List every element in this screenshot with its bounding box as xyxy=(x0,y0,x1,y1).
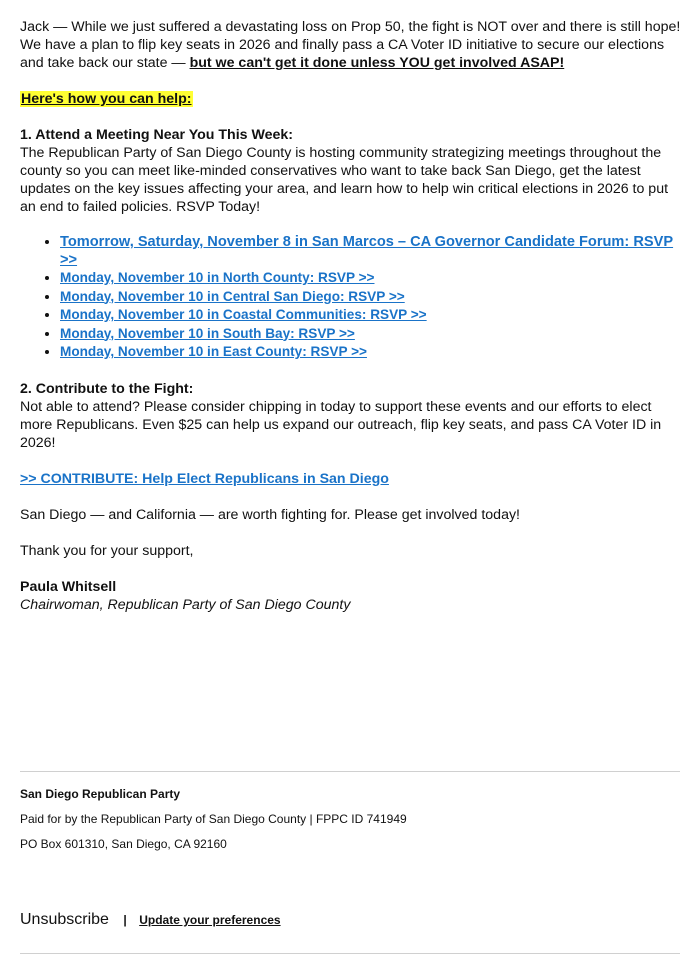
footer-paid-for: Paid for by the Republican Party of San Diego County | FPPC ID 741949 xyxy=(20,812,407,826)
section1-body: The Republican Party of San Diego County is hosting community strategizing meetings throughout the county so you can meet like-minded conservatives who want to take back San Diego, get the latest updates on the key issues affecting your area, and learn how to help win critical elections in 2026 to put an end to failed policies. RSVP Today! xyxy=(20,145,669,215)
contribute-link[interactable]: >> CONTRIBUTE: Help Elect Republicans in San Diego xyxy=(20,470,389,487)
unsubscribe-row xyxy=(20,911,281,929)
intro-emphasis: but we can't get it done unless YOU get involved ASAP! xyxy=(189,55,565,71)
intro-text: Jack — While we just suffered a devastating loss on Prop 50, the fight is NOT over and there is still hope! We have a plan to flip key seats in 2026 and finally pass a CA Voter ID initiative to secure our elections and take back our state — xyxy=(20,19,681,71)
section1-heading: 1. Attend a Meeting Near You This Week: xyxy=(20,127,294,143)
update-preferences-link[interactable]: Update your preferences xyxy=(139,913,281,927)
list-item xyxy=(60,325,682,344)
section2-body: Not able to attend? Please consider chipping in today to support these events and our efforts to elect more Republicans. Even $25 can help us expand our outreach, flip key seats, and pass CA Voter ID in 2026! xyxy=(20,398,662,451)
email-body xyxy=(20,18,682,614)
footer-separator: | xyxy=(123,913,127,927)
list-item xyxy=(60,306,682,325)
footer-org-name: San Diego Republican Party xyxy=(20,787,181,801)
list-item xyxy=(60,234,682,269)
event-link-south-bay[interactable]: Monday, November 10 in South Bay: RSVP >> xyxy=(60,325,355,341)
signature-title: Chairwoman, Republican Party of San Diego County xyxy=(20,596,351,613)
event-link-east-county[interactable]: Monday, November 10 in East County: RSVP >> xyxy=(60,344,367,359)
footer-address: PO Box 601310, San Diego, CA 92160 xyxy=(20,837,227,851)
event-list xyxy=(20,234,682,362)
closing-text: San Diego — and California — are worth fighting for. Please get involved today! xyxy=(20,506,520,523)
intro-paragraph xyxy=(20,18,682,72)
unsubscribe-link[interactable]: Unsubscribe xyxy=(20,911,109,928)
list-item xyxy=(60,343,682,362)
help-heading-row xyxy=(20,90,682,108)
thanks-text: Thank you for your support, xyxy=(20,542,194,559)
event-link-central-san-diego[interactable]: Monday, November 10 in Central San Diego: RSVP >> xyxy=(60,288,405,304)
footer-divider-top xyxy=(20,771,680,772)
footer-divider-bottom xyxy=(20,953,680,954)
signature-name: Paula Whitsell xyxy=(20,578,117,595)
event-link-san-marcos[interactable]: Tomorrow, Saturday, November 8 in San Marcos – CA Governor Candidate Forum: RSVP >> xyxy=(60,234,674,268)
list-item xyxy=(60,288,682,307)
help-heading: Here's how you can help: xyxy=(21,91,192,107)
event-link-coastal-communities[interactable]: Monday, November 10 in Coastal Communities: RSVP >> xyxy=(60,307,427,322)
section2-heading: 2. Contribute to the Fight: xyxy=(20,380,194,397)
event-link-north-county[interactable]: Monday, November 10 in North County: RSVP >> xyxy=(60,270,375,285)
list-item xyxy=(60,269,682,288)
